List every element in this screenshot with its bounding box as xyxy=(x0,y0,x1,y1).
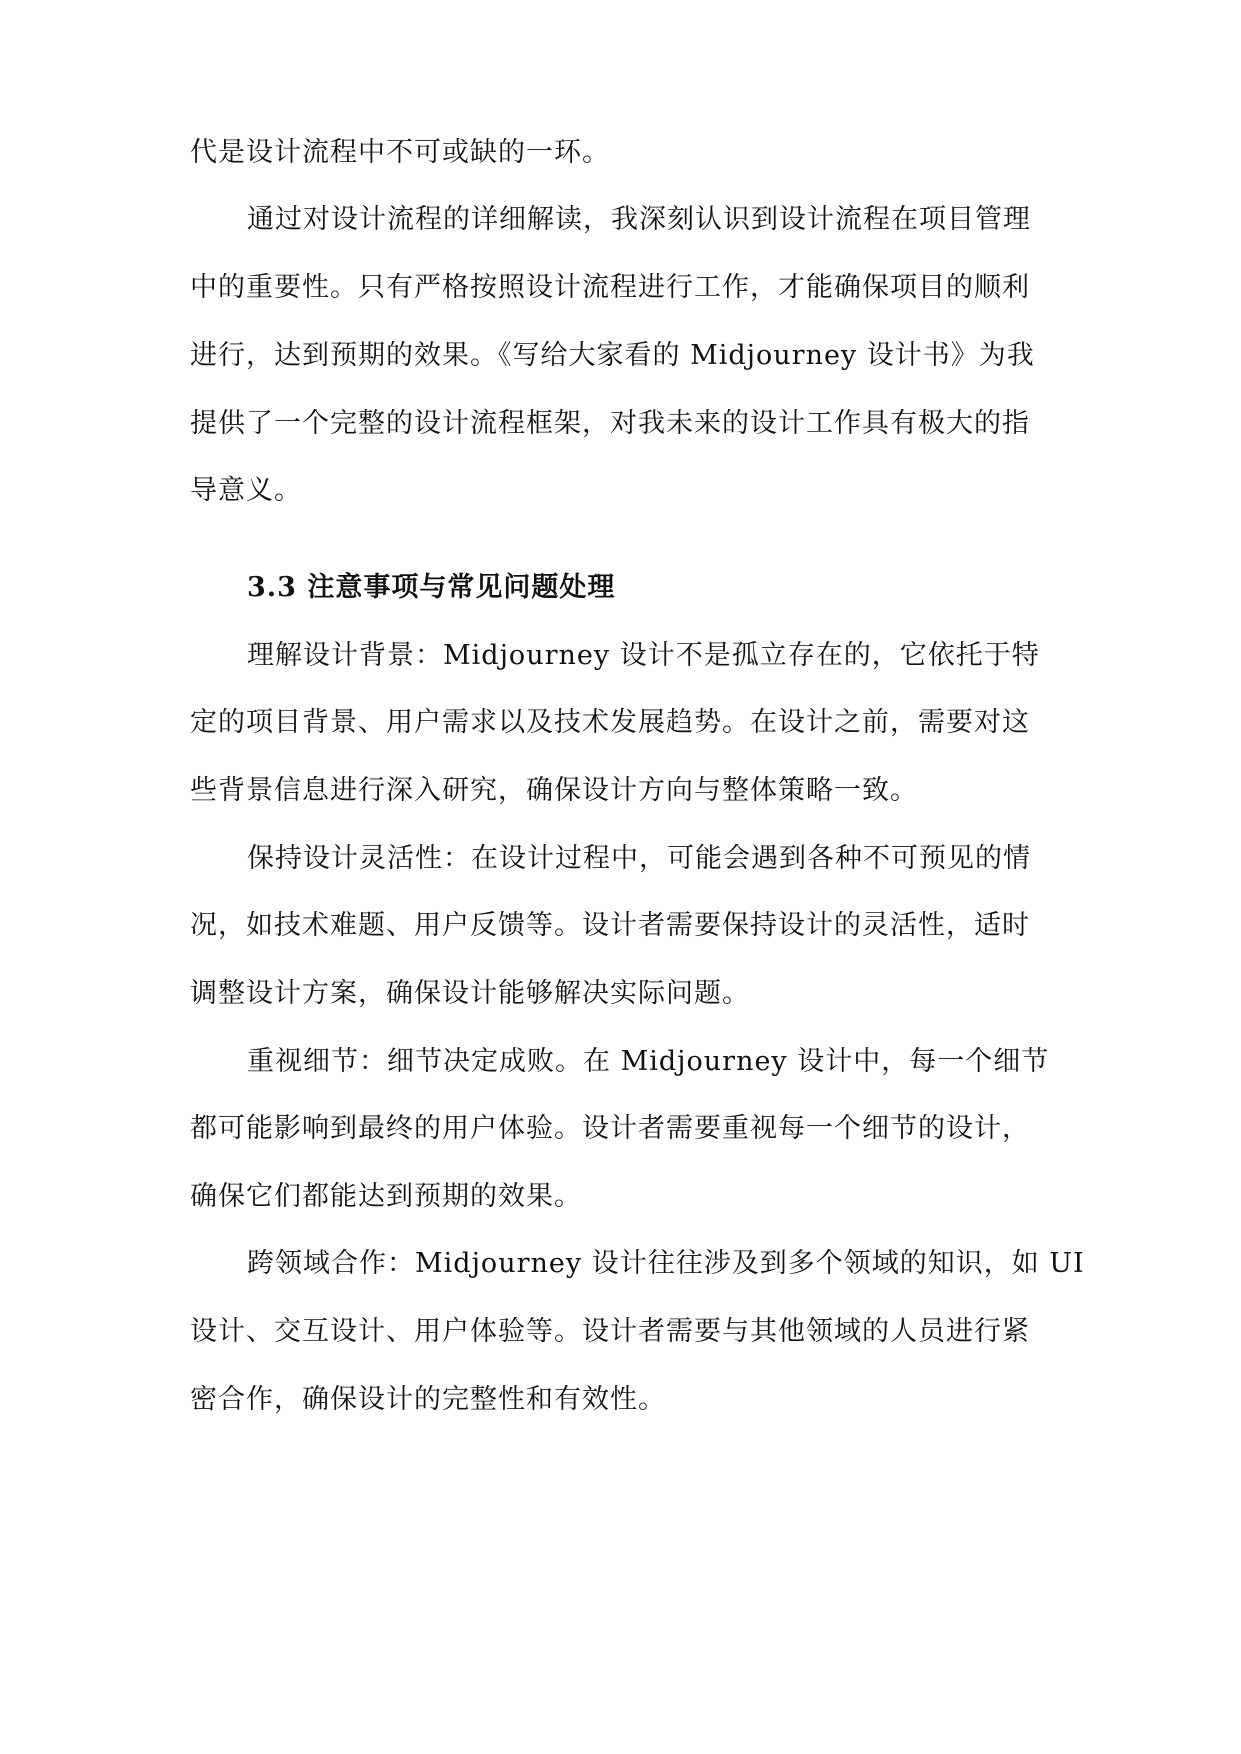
paragraph-line: 重视细节：细节决定成败。在 Midjourney 设计中，每一个细节 xyxy=(247,1046,1050,1077)
section-heading: 3.3 注意事项与常见问题处理 xyxy=(247,572,616,603)
paragraph-line: 跨领域合作：Midjourney 设计往往涉及到多个领域的知识，如 UI xyxy=(247,1248,1085,1279)
paragraph-line: 进行，达到预期的效果。《写给大家看的 Midjourney 设计书》为我 xyxy=(190,340,1035,371)
paragraph-line: 理解设计背景：Midjourney 设计不是孤立存在的，它依托于特 xyxy=(247,640,1040,671)
paragraph-line: 都可能影响到最终的用户体验。设计者需要重视每一个细节的设计， xyxy=(190,1113,1030,1144)
paragraph-line: 中的重要性。只有严格按照设计流程进行工作，才能确保项目的顺利 xyxy=(190,272,1030,303)
paragraph-line: 通过对设计流程的详细解读，我深刻认识到设计流程在项目管理 xyxy=(247,204,1031,235)
paragraph-line: 保持设计灵活性：在设计过程中，可能会遇到各种不可预见的情 xyxy=(247,843,1031,874)
paragraph-line: 况，如技术难题、用户反馈等。设计者需要保持设计的灵活性，适时 xyxy=(190,910,1030,941)
paragraph-line: 代是设计流程中不可或缺的一环。 xyxy=(190,137,610,168)
paragraph-line: 导意义。 xyxy=(190,475,302,506)
paragraph-line: 定的项目背景、用户需求以及技术发展趋势。在设计之前，需要对这 xyxy=(190,707,1030,738)
paragraph-line: 调整设计方案，确保设计能够解决实际问题。 xyxy=(190,978,750,1009)
paragraph-line: 密合作，确保设计的完整性和有效性。 xyxy=(190,1384,666,1415)
paragraph-line: 设计、交互设计、用户体验等。设计者需要与其他领域的人员进行紧 xyxy=(190,1316,1030,1347)
paragraph-line: 些背景信息进行深入研究，确保设计方向与整体策略一致。 xyxy=(190,775,918,806)
paragraph-line: 提供了一个完整的设计流程框架，对我未来的设计工作具有极大的指 xyxy=(190,408,1030,439)
paragraph-line: 确保它们都能达到预期的效果。 xyxy=(190,1181,582,1212)
